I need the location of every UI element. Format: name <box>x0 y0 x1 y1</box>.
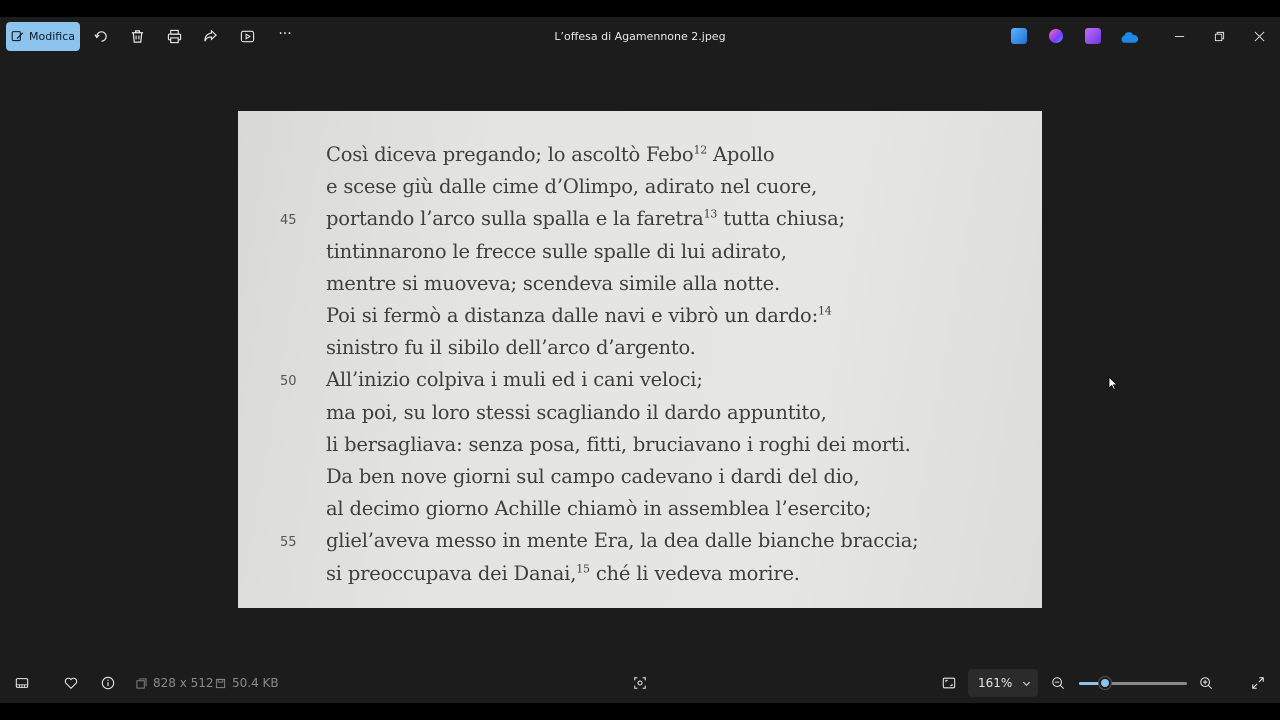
footnote-marker: 12 <box>693 143 708 157</box>
poem-line <box>326 304 832 327</box>
poem-line-text: sinistro fu il sibilo dell’arco d’argento. <box>326 336 696 360</box>
dimensions-value: 828 x 512 <box>153 676 214 690</box>
share-icon[interactable] <box>201 27 219 45</box>
top-letterbox <box>0 0 1280 17</box>
close-icon <box>1254 31 1265 42</box>
dimensions-icon <box>136 678 147 689</box>
favorite-icon[interactable] <box>63 675 79 691</box>
zoom-level-dropdown[interactable] <box>968 669 1038 697</box>
edit-icon <box>11 30 24 43</box>
bottom-letterbox <box>0 703 1280 720</box>
poem-line-continuation: Apollo <box>707 143 775 166</box>
visual-search-icon[interactable] <box>632 675 648 691</box>
poem-line-text: Da ben nove giorni sul campo cadevano i dardi del dio, <box>326 465 860 488</box>
file-size-value: 50.4 KB <box>232 676 279 690</box>
poem-line <box>326 240 787 263</box>
edit-button[interactable] <box>6 22 80 51</box>
poem-line <box>326 143 774 166</box>
poem-line-text: si preoccupava dei Danai, <box>326 561 577 585</box>
edit-button-label: Modifica <box>29 30 75 43</box>
footnote-marker: 15 <box>576 562 590 576</box>
clipchamp-icon[interactable] <box>1011 28 1027 44</box>
image-dimensions <box>136 676 214 690</box>
title-bar <box>0 17 1280 57</box>
poem-line-text: Poi si fermò a distanza dalle navi e vibrò un dardo: <box>326 304 818 327</box>
file-size <box>215 676 279 690</box>
poem-line <box>326 529 919 552</box>
poem-line <box>326 272 780 295</box>
more-label: ··· <box>278 26 292 42</box>
photo-viewer-image[interactable] <box>238 111 1042 608</box>
poem-line <box>326 562 800 585</box>
zoom-slider[interactable] <box>1079 682 1187 685</box>
disk-icon <box>215 678 226 689</box>
poem-line-text: e scese giù dalle cime d’Olimpo, adirato nel cuore, <box>326 175 818 199</box>
chevron-down-icon <box>1022 679 1031 688</box>
line-number: 45 <box>280 213 297 229</box>
info-icon[interactable] <box>100 675 116 691</box>
slideshow-icon[interactable] <box>238 27 256 45</box>
footnote-marker: 13 <box>703 207 718 221</box>
poem-line <box>326 368 703 391</box>
line-number: 55 <box>280 535 297 551</box>
poem-line <box>326 207 845 230</box>
poem-line <box>326 401 827 424</box>
print-icon[interactable] <box>165 27 183 45</box>
poem-line-text: ma poi, su loro stessi scagliando il dardo appuntito, <box>326 400 827 424</box>
zoom-level-value: 161% <box>978 676 1013 690</box>
designer-icon[interactable] <box>1049 29 1063 43</box>
poem-text <box>238 111 1042 608</box>
delete-icon[interactable] <box>128 27 146 45</box>
filmstrip-icon[interactable] <box>14 675 30 691</box>
poem-line-text: Così diceva pregando; lo ascoltò Febo <box>326 143 694 166</box>
mouse-cursor-icon <box>1108 376 1118 390</box>
poem-line-text: tintinnarono le frecce sulle spalle di lui adirato, <box>326 239 787 263</box>
zoom-in-icon[interactable] <box>1198 675 1214 691</box>
bottom-bar <box>0 663 1280 703</box>
rotate-icon[interactable] <box>92 27 110 45</box>
poem-line <box>326 433 911 456</box>
more-icon[interactable] <box>274 25 296 43</box>
close-button[interactable] <box>1249 26 1269 46</box>
restore-button[interactable] <box>1209 26 1229 46</box>
fullscreen-icon[interactable] <box>1250 675 1266 691</box>
poem-line-text: li bersagliava: senza posa, fitti, bruciavano i roghi dei morti. <box>326 432 911 456</box>
poem-line-text: gliel’aveva messo in mente Era, la dea dalle bianche braccia; <box>326 529 919 553</box>
line-number: 50 <box>280 374 297 390</box>
poem-line <box>326 175 817 198</box>
photo-editor-icon[interactable] <box>1085 28 1101 44</box>
poem-line-continuation: tutta chiusa; <box>717 207 845 231</box>
poem-line <box>326 497 871 520</box>
poem-line-text: mentre si muoveva; scendeva simile alla notte. <box>326 271 780 295</box>
poem-line <box>326 336 696 359</box>
zoom-slider-thumb[interactable] <box>1098 676 1112 690</box>
zoom-out-icon[interactable] <box>1050 675 1066 691</box>
minimize-icon <box>1174 31 1185 42</box>
poem-line <box>326 465 859 488</box>
fit-to-window-icon[interactable] <box>941 675 957 691</box>
window-title: L’offesa di Agamennone 2.jpeg <box>554 30 726 43</box>
footnote-marker: 14 <box>817 304 832 318</box>
onedrive-icon[interactable] <box>1120 29 1139 41</box>
minimize-button[interactable] <box>1169 26 1189 46</box>
restore-icon <box>1214 31 1225 42</box>
poem-line-text: All’inizio colpiva i muli ed i cani veloci; <box>326 368 703 392</box>
poem-line-continuation: ché li vedeva morire. <box>589 561 800 585</box>
poem-line-text: al decimo giorno Achille chiamò in assemblea l’esercito; <box>326 497 872 521</box>
poem-line-text: portando l’arco sulla spalla e la faretra <box>326 207 704 231</box>
